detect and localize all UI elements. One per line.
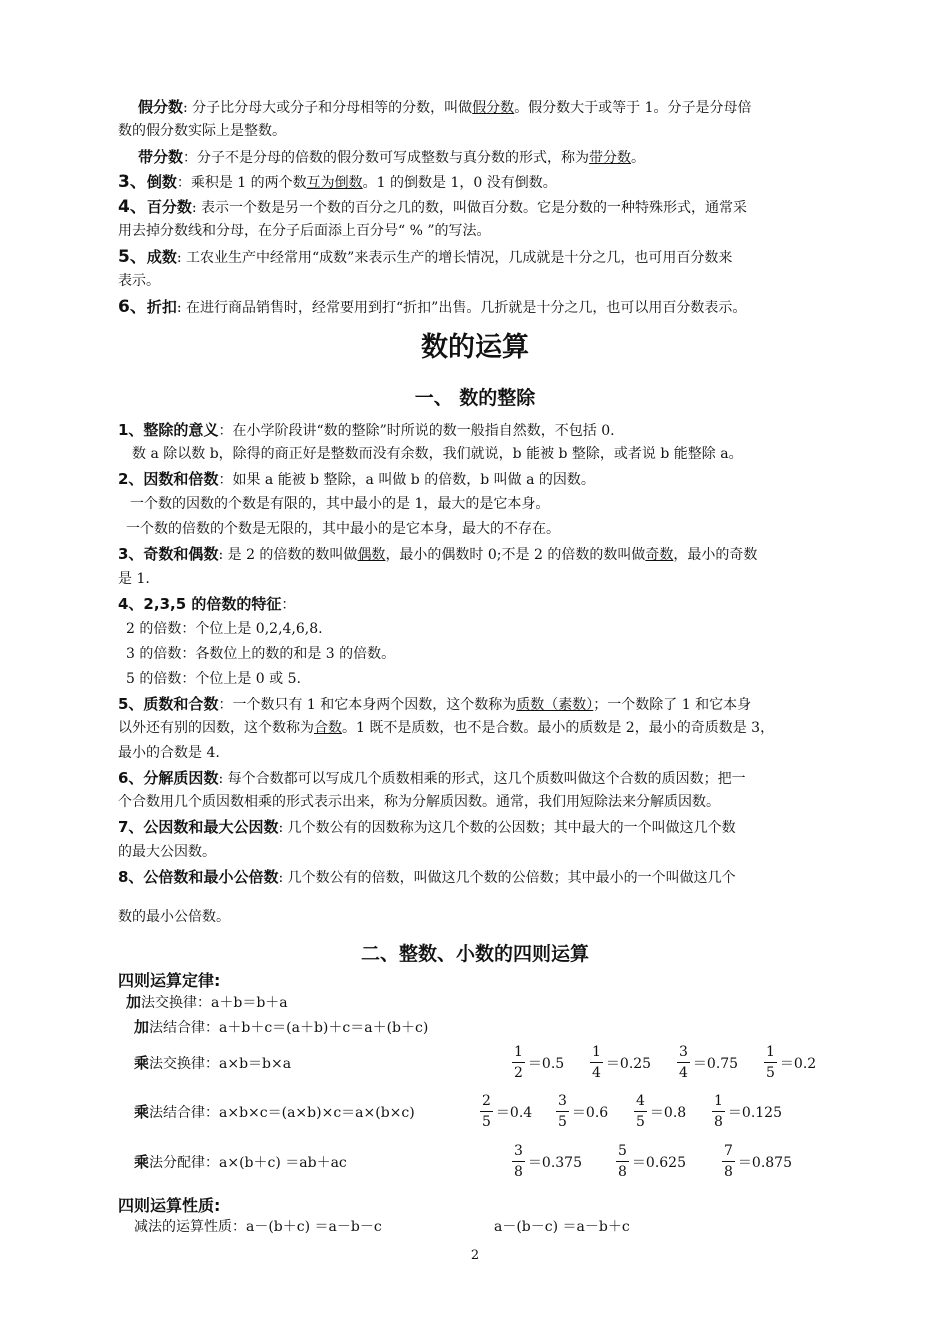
- page-title: 数的运算: [421, 332, 529, 363]
- page-number: 2: [470, 1248, 480, 1263]
- def-tenth-cont: 表示。: [118, 273, 160, 289]
- s1-line: 个合数用几个质因数相乘的形式表示出来，称为分解质因数。通常，我们用短除法来分解质因数。: [118, 794, 720, 810]
- law-mul-associative: 乘法结合律：a×b×c＝(a×b)×c＝a×(b×c): [134, 1103, 415, 1121]
- s1-line: 8、公倍数和最小公倍数: 几个数公有的倍数，叫做这几个数的公倍数；其中最小的一个叫做这几个: [118, 868, 736, 886]
- s1-line: 数 a 除以数 b，除得的商正好是整数而没有余数，我们就说，b 能被 b 整除，或者说 b 能整除 a。: [132, 446, 743, 462]
- def-improper-fraction-cont: 数的假分数实际上是整数。: [118, 123, 286, 139]
- s1-line: 是 1.: [118, 571, 150, 587]
- fraction-item: $\frac{7}{8}$ ＝0.875: [724, 1143, 793, 1180]
- fraction-item: $\frac{3}{8}$ ＝0.375: [514, 1143, 583, 1180]
- s1-line: 数的最小公倍数。: [118, 909, 230, 925]
- s1-line: 7、公因数和最大公因数: 几个数公有的因数称为这几个数的公因数；其中最大的一个叫做这几个数: [118, 818, 736, 836]
- s1-line: 2 的倍数：个位上是 0,2,4,6,8.: [126, 621, 323, 637]
- fraction-item: $\frac{5}{8}$ ＝0.625: [618, 1143, 687, 1180]
- law-add-associative: 加法结合律：a＋b＋c＝(a＋b)＋c＝a＋(b＋c): [134, 1018, 429, 1036]
- def-percent-cont: 用去掉分数线和分母，在分子后面添上百分号“ % ”的写法。: [118, 223, 491, 239]
- laws-title: 四则运算定律:: [118, 971, 221, 990]
- law-mul-commutative: 乘法交换律：a×b＝b×a: [134, 1054, 292, 1072]
- section1-heading: 一、 数的整除: [414, 387, 536, 409]
- prop-subtraction-2: a－(b－c) ＝a－b＋c: [494, 1219, 630, 1235]
- s1-line: 3 的倍数：各数位上的数的和是 3 的倍数。: [126, 646, 396, 662]
- s1-line: 最小的合数是 4.: [118, 745, 220, 761]
- prop-subtraction-1: 减法的运算性质：a－(b＋c) ＝a－b－c: [134, 1219, 382, 1235]
- s1-line: 4、2,3,5 的倍数的特征：: [118, 595, 296, 613]
- s1-line: 的最大公因数。: [118, 844, 216, 860]
- law-add-commutative: 加法交换律：a＋b＝b＋a: [126, 993, 288, 1011]
- fraction-item: $\frac{3}{4}$ ＝0.75: [679, 1044, 739, 1081]
- s1-line: 2、因数和倍数：如果 a 能被 b 整除，a 叫做 b 的倍数，b 叫做 a 的因数。: [118, 470, 595, 488]
- law-mul-distributive: 乘法分配律：a×(b＋c) ＝ab＋ac: [134, 1153, 347, 1171]
- props-title: 四则运算性质:: [118, 1196, 221, 1215]
- fraction-item: $\frac{4}{5}$ ＝0.8: [636, 1093, 687, 1130]
- section2-heading: 二、整数、小数的四则运算: [360, 943, 589, 965]
- fraction-item: $\frac{2}{5}$ ＝0.4: [482, 1093, 533, 1130]
- def-discount: 6、折扣: 在进行商品销售时，经常要用到打“折扣”出售。几折就是十分之几，也可以用百分数表示。: [118, 297, 747, 317]
- s1-line: 5、质数和合数：一个数只有 1 和它本身两个因数，这个数称为质数（素数）；一个数除了 1 和它本身: [118, 695, 752, 713]
- s1-line: 1、整除的意义：在小学阶段讲“数的整除”时所说的数一般指自然数，不包括 0.: [118, 421, 615, 439]
- s1-line: 6、分解质因数: 每个合数都可以写成几个质数相乘的形式，这几个质数叫做这个合数的质因数；把一: [118, 769, 746, 787]
- s1-line: 以外还有别的因数，这个数称为合数。1 既不是质数，也不是合数。最小的质数是 2，最小的奇质数是 3，: [118, 720, 775, 736]
- s1-line: 3、奇数和偶数: 是 2 的倍数的数叫做偶数，最小的偶数时 0;不是 2 的倍数的数叫做奇数，最小的奇数: [118, 545, 758, 563]
- s1-line: 一个数的倍数的个数是无限的，其中最小的是它本身，最大的不存在。: [126, 521, 560, 537]
- def-reciprocal: 3、倒数：乘积是 1 的两个数互为倒数。1 的倒数是 1，0 没有倒数。: [118, 172, 557, 192]
- fraction-item: $\frac{1}{5}$ ＝0.2: [766, 1044, 817, 1081]
- fraction-item: $\frac{1}{8}$ ＝0.125: [714, 1093, 783, 1130]
- fraction-item: $\frac{1}{4}$ ＝0.25: [592, 1044, 652, 1081]
- def-percent: 4、百分数: 表示一个数是另一个数的百分之几的数，叫做百分数。它是分数的一种特殊形式，通常采: [118, 197, 748, 217]
- def-tenth: 5、成数: 工农业生产中经常用“成数”来表示生产的增长情况，几成就是十分之几，也可用百分数来: [118, 247, 733, 267]
- fraction-item: $\frac{1}{2}$ ＝0.5: [514, 1044, 565, 1081]
- def-improper-fraction: 假分数: 分子比分母大或分子和分母相等的分数，叫做假分数。假分数大于或等于 1。分子是分母倍: [138, 98, 752, 116]
- s1-line: 5 的倍数：个位上是 0 或 5.: [126, 671, 301, 687]
- s1-line: 一个数的因数的个数是有限的，其中最小的是 1，最大的是它本身。: [130, 496, 550, 512]
- fraction-item: $\frac{3}{5}$ ＝0.6: [558, 1093, 609, 1130]
- def-mixed-number: 带分数：分子不是分母的倍数的假分数可写成整数与真分数的形式，称为带分数。: [138, 148, 646, 166]
